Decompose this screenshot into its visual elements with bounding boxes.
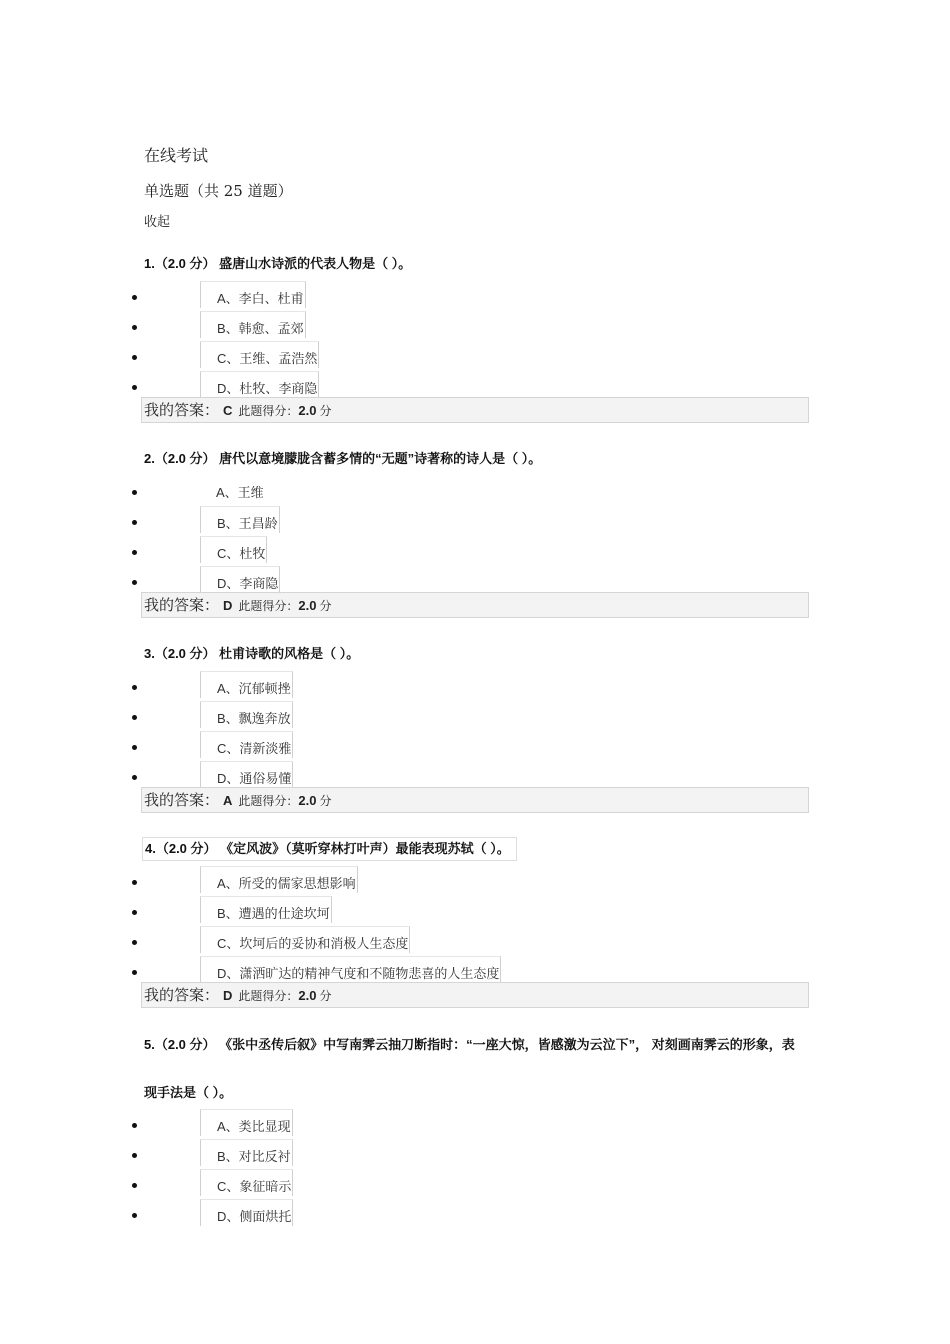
bullet-icon [132,385,137,390]
my-answer-label: 我的答案： [144,596,220,614]
bullet-icon [132,775,137,780]
score-unit: 分 [319,989,332,1003]
option-letter: D [217,966,227,981]
bullet-icon [132,745,137,750]
question-title: 1.（2.0 分） 盛唐山水诗派的代表人物是（ ）。 [144,256,412,271]
option-letter: A [217,291,226,306]
option-letter: C [217,351,227,366]
bullet-icon [132,355,137,360]
option-text: 、所受的儒家思想影响 [225,877,356,892]
score-value: 2.0 [298,988,317,1003]
option-letter: B [217,321,226,336]
bullet-icon [132,325,137,330]
option-letter: D [217,381,227,396]
option-text: 、李商隐 [226,577,279,592]
option-letter: C [217,741,227,756]
option-text: 、飘逸奔放 [225,712,291,727]
score-label: 此题得分： [238,989,299,1003]
option-text: 、王维 [224,486,264,501]
section-title: 单选题（共 25 道题） [144,182,293,200]
option-letter: C [217,1179,227,1194]
option-letter: D [217,771,227,786]
option-letter: A [217,1119,226,1134]
option-letter: A [217,876,226,891]
option-text: 、清新淡雅 [226,742,292,757]
bullet-icon [132,490,137,495]
option-letter: B [217,1149,226,1164]
score-unit: 分 [319,794,332,808]
bullet-icon [132,880,137,885]
option-letter: C [217,936,227,951]
score-label: 此题得分： [238,404,299,418]
bullet-icon [132,970,137,975]
my-answer-label: 我的答案： [144,791,220,809]
score-unit: 分 [319,599,332,613]
option-text: 、韩愈、孟郊 [225,322,304,337]
bullet-icon [132,520,137,525]
option-text: 、杜牧、李商隐 [226,382,318,397]
option-letter: B [217,711,226,726]
option-text: 、遭遇的仕途坎坷 [225,907,330,922]
question-title: 4.（2.0 分） 《定风波》（莫听穿林打叶声）最能表现苏轼（ ）。 [142,837,517,861]
option-text: 、潇洒旷达的精神气度和不随物悲喜的人生态度 [226,967,500,982]
my-answer-value: D [223,988,233,1003]
answer-bar [141,592,809,618]
option-text: 、杜牧 [226,547,266,562]
question-title: 2.（2.0 分） 唐代以意境朦胧含蓄多情的“无题”诗著称的诗人是（ ）。 [144,451,542,466]
bullet-icon [132,1123,137,1128]
my-answer-value: D [223,598,233,613]
bullet-icon [132,910,137,915]
bullet-icon [132,1213,137,1218]
question-title: 5.（2.0 分） 《张中丞传后叙》中写南霁云抽刀断指时：“一座大惊，皆感激为云泣下”， 对刻画南霁云的形象，表现手法是（ ）。 [144,1037,795,1100]
option-text: 、李白、杜甫 [225,292,304,307]
score-value: 2.0 [298,598,317,613]
bullet-icon [132,580,137,585]
bullet-icon [132,295,137,300]
page-title: 在线考试 [144,146,209,165]
option-letter: D [217,1209,227,1224]
score-label: 此题得分： [238,599,299,613]
bullet-icon [132,715,137,720]
bullet-icon [132,1183,137,1188]
score-value: 2.0 [298,793,317,808]
option-text: 、坎坷后的妥协和消极人生态度 [226,937,409,952]
option-text: 、沉郁顿挫 [225,682,291,697]
option-text: 、类比显现 [225,1120,291,1135]
bullet-icon [132,685,137,690]
bullet-icon [132,1153,137,1158]
option-text: 、对比反衬 [225,1150,291,1165]
my-answer-value: C [223,403,233,418]
bullet-icon [132,550,137,555]
option-text: 、通俗易懂 [226,772,292,787]
option-text: 、侧面烘托 [226,1210,292,1225]
my-answer-label: 我的答案： [144,986,220,1004]
score-label: 此题得分： [238,794,299,808]
option-text: 、王维、孟浩然 [226,352,318,367]
score-value: 2.0 [298,403,317,418]
option-text: 、象征暗示 [226,1180,292,1195]
score-unit: 分 [319,404,332,418]
option-text: 、王昌龄 [225,517,278,532]
collapse-link[interactable]: 收起 [144,215,171,230]
option-letter: B [217,516,226,531]
answer-bar [141,982,809,1008]
option-letter: A [216,485,225,500]
option-letter: D [217,576,227,591]
my-answer-label: 我的答案： [144,401,220,419]
question-title: 3.（2.0 分） 杜甫诗歌的风格是（ ）。 [144,646,360,661]
option-letter: B [217,906,226,921]
bullet-icon [132,940,137,945]
my-answer-value: A [223,793,233,808]
answer-bar [141,787,809,813]
option-letter: A [217,681,226,696]
option-letter: C [217,546,227,561]
answer-bar [141,397,809,423]
